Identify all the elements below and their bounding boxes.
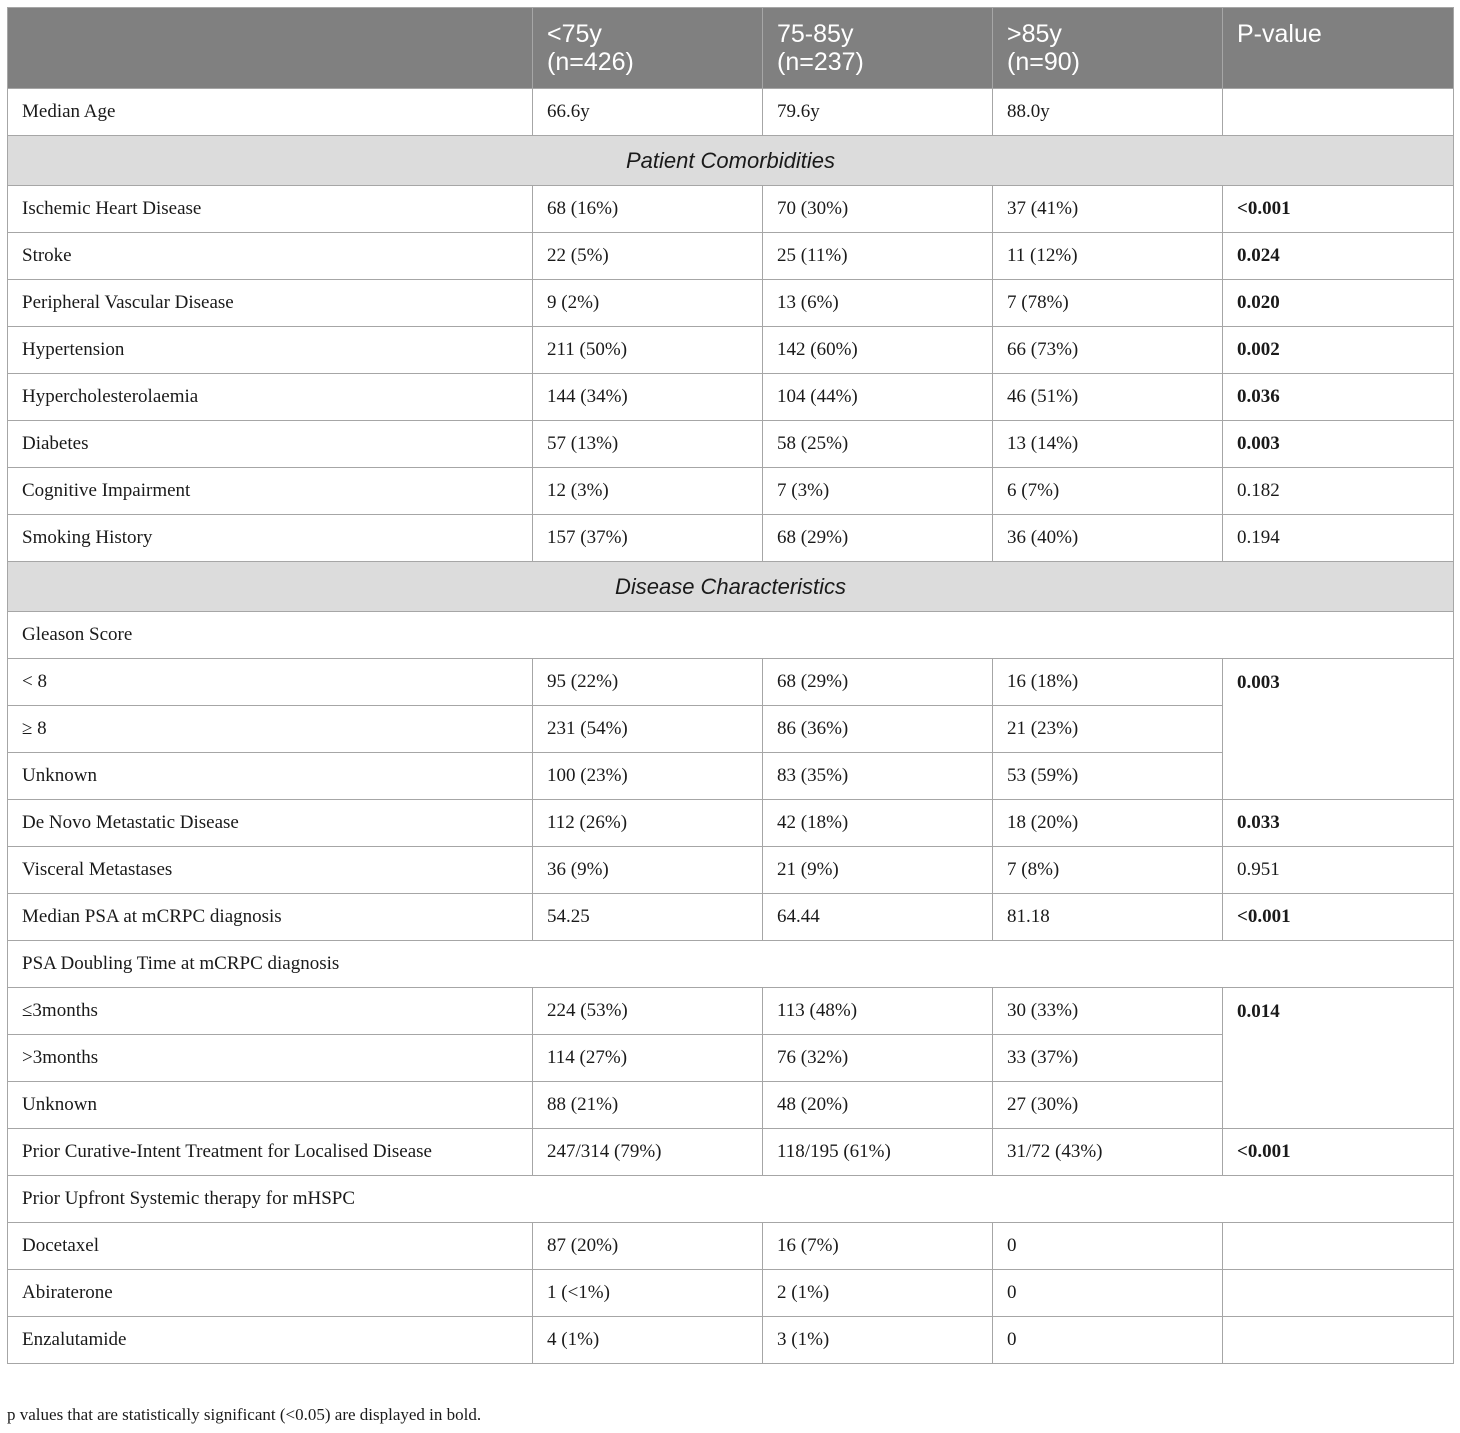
header-pvalue: P-value [1223,8,1454,89]
cell-under75: 4 (1%) [533,1317,763,1364]
table-row [8,233,1454,280]
cell-under75: 12 (3%) [533,468,763,515]
row-label: Hypercholesterolaemia [8,374,533,421]
header-over85-n: (n=90) [1007,48,1080,76]
cell-pvalue [1223,1223,1454,1270]
cell-75-85: 104 (44%) [763,374,993,421]
cell-75-85: 118/195 (61%) [763,1129,993,1176]
header-label-cell [8,8,533,89]
cell-pvalue: 0.024 [1223,233,1454,280]
table-row [8,847,1454,894]
row-group-label: PSA Doubling Time at mCRPC diagnosis [8,941,1454,988]
table-row [8,612,1454,659]
row-group-label: Prior Upfront Systemic therapy for mHSPC [8,1176,1454,1223]
cell-under75: 231 (54%) [533,706,763,753]
header-over85 [993,8,1223,89]
table-row [8,327,1454,374]
cell-75-85: 25 (11%) [763,233,993,280]
cell-over85: 21 (23%) [993,706,1223,753]
cell-75-85: 142 (60%) [763,327,993,374]
cell-over85: 36 (40%) [993,515,1223,562]
table-row [8,421,1454,468]
row-label: Peripheral Vascular Disease [8,280,533,327]
header-under75-n: (n=426) [547,48,634,76]
cell-75-85: 48 (20%) [763,1082,993,1129]
cell-under75: 54.25 [533,894,763,941]
cell-over85: 0 [993,1223,1223,1270]
table-row [8,988,1454,1035]
cell-pvalue: 0.003 [1223,421,1454,468]
cell-under75: 36 (9%) [533,847,763,894]
cell-under75: 144 (34%) [533,374,763,421]
cell-over85: 31/72 (43%) [993,1129,1223,1176]
row-label: < 8 [8,659,533,706]
cell-over85: 46 (51%) [993,374,1223,421]
cell-pvalue: 0.036 [1223,374,1454,421]
header-over85-age: >85y [1007,20,1062,48]
cell-pvalue: 0.003 [1223,659,1454,800]
row-label: Diabetes [8,421,533,468]
row-label: De Novo Metastatic Disease [8,800,533,847]
row-label: >3months [8,1035,533,1082]
cell-over85: 11 (12%) [993,233,1223,280]
row-label: Prior Curative-Intent Treatment for Localised Disease [8,1129,533,1176]
table-footnote: p values that are statistically significant (<0.05) are displayed in bold. [7,1405,482,1424]
table-row [8,1317,1454,1364]
cell-pvalue: 0.182 [1223,468,1454,515]
cell-under75: 95 (22%) [533,659,763,706]
cell-pvalue: 0.033 [1223,800,1454,847]
cell-under75: 247/314 (79%) [533,1129,763,1176]
cell-over85: 33 (37%) [993,1035,1223,1082]
table-row [8,280,1454,327]
cell-over85: 16 (18%) [993,659,1223,706]
cell-over85: 7 (8%) [993,847,1223,894]
cell-under75: 157 (37%) [533,515,763,562]
cell-75-85: 76 (32%) [763,1035,993,1082]
row-label: Visceral Metastases [8,847,533,894]
cell-75-85: 58 (25%) [763,421,993,468]
row-label: Unknown [8,1082,533,1129]
cell-over85: 27 (30%) [993,1082,1223,1129]
row-label: Median PSA at mCRPC diagnosis [8,894,533,941]
cell-pvalue [1223,1317,1454,1364]
row-label: Median Age [8,89,533,136]
cell-75-85: 13 (6%) [763,280,993,327]
cell-75-85: 68 (29%) [763,659,993,706]
row-label: ≤3months [8,988,533,1035]
cell-pvalue: 0.020 [1223,280,1454,327]
section-row [8,562,1454,612]
cell-pvalue: 0.194 [1223,515,1454,562]
table-row [8,1223,1454,1270]
characteristics-table [7,7,1454,1364]
cell-under75: 112 (26%) [533,800,763,847]
section-row [8,136,1454,186]
header-under75 [533,8,763,89]
cell-75-85: 86 (36%) [763,706,993,753]
table-row [8,186,1454,233]
header-row [8,8,1454,89]
cell-pvalue: 0.951 [1223,847,1454,894]
row-label: Ischemic Heart Disease [8,186,533,233]
cell-under75: 88 (21%) [533,1082,763,1129]
row-label: Enzalutamide [8,1317,533,1364]
table-row [8,1270,1454,1317]
row-label: Abiraterone [8,1270,533,1317]
table-row [8,468,1454,515]
cell-under75: 68 (16%) [533,186,763,233]
cell-pvalue: <0.001 [1223,894,1454,941]
cell-under75: 211 (50%) [533,327,763,374]
table-row [8,941,1454,988]
cell-over85: 13 (14%) [993,421,1223,468]
cell-pvalue: 0.002 [1223,327,1454,374]
cell-under75: 114 (27%) [533,1035,763,1082]
table-row [8,659,1454,706]
header-75-85-age: 75-85y [777,20,854,48]
row-label: Hypertension [8,327,533,374]
cell-75-85: 83 (35%) [763,753,993,800]
header-75-85 [763,8,993,89]
row-group-label: Gleason Score [8,612,1454,659]
cell-under75: 1 (<1%) [533,1270,763,1317]
row-label: Unknown [8,753,533,800]
cell-over85: 81.18 [993,894,1223,941]
cell-pvalue: <0.001 [1223,1129,1454,1176]
row-label: Smoking History [8,515,533,562]
table-row [8,515,1454,562]
header-under75-age: <75y [547,20,602,48]
row-label: ≥ 8 [8,706,533,753]
cell-over85: 18 (20%) [993,800,1223,847]
cell-pvalue [1223,89,1454,136]
cell-under75: 22 (5%) [533,233,763,280]
row-label: Docetaxel [8,1223,533,1270]
row-label: Stroke [8,233,533,280]
cell-75-85: 79.6y [763,89,993,136]
cell-pvalue: 0.014 [1223,988,1454,1129]
table-row [8,800,1454,847]
cell-over85: 0 [993,1270,1223,1317]
cell-under75: 66.6y [533,89,763,136]
cell-75-85: 2 (1%) [763,1270,993,1317]
table-row [8,1129,1454,1176]
cell-over85: 0 [993,1317,1223,1364]
cell-over85: 53 (59%) [993,753,1223,800]
table-row [8,374,1454,421]
cell-75-85: 42 (18%) [763,800,993,847]
cell-75-85: 113 (48%) [763,988,993,1035]
header-75-85-n: (n=237) [777,48,864,76]
cell-under75: 100 (23%) [533,753,763,800]
section-title: Patient Comorbidities [8,136,1454,186]
cell-under75: 87 (20%) [533,1223,763,1270]
cell-over85: 66 (73%) [993,327,1223,374]
cell-over85: 37 (41%) [993,186,1223,233]
row-label: Cognitive Impairment [8,468,533,515]
cell-over85: 6 (7%) [993,468,1223,515]
cell-over85: 7 (78%) [993,280,1223,327]
cell-75-85: 7 (3%) [763,468,993,515]
cell-over85: 88.0y [993,89,1223,136]
cell-under75: 57 (13%) [533,421,763,468]
cell-75-85: 3 (1%) [763,1317,993,1364]
cell-under75: 9 (2%) [533,280,763,327]
cell-over85: 30 (33%) [993,988,1223,1035]
table-row [8,1176,1454,1223]
cell-pvalue [1223,1270,1454,1317]
cell-75-85: 70 (30%) [763,186,993,233]
table-row [8,89,1454,136]
cell-75-85: 64.44 [763,894,993,941]
table-row [8,894,1454,941]
cell-pvalue: <0.001 [1223,186,1454,233]
cell-75-85: 16 (7%) [763,1223,993,1270]
section-title: Disease Characteristics [8,562,1454,612]
cell-75-85: 68 (29%) [763,515,993,562]
cell-under75: 224 (53%) [533,988,763,1035]
cell-75-85: 21 (9%) [763,847,993,894]
